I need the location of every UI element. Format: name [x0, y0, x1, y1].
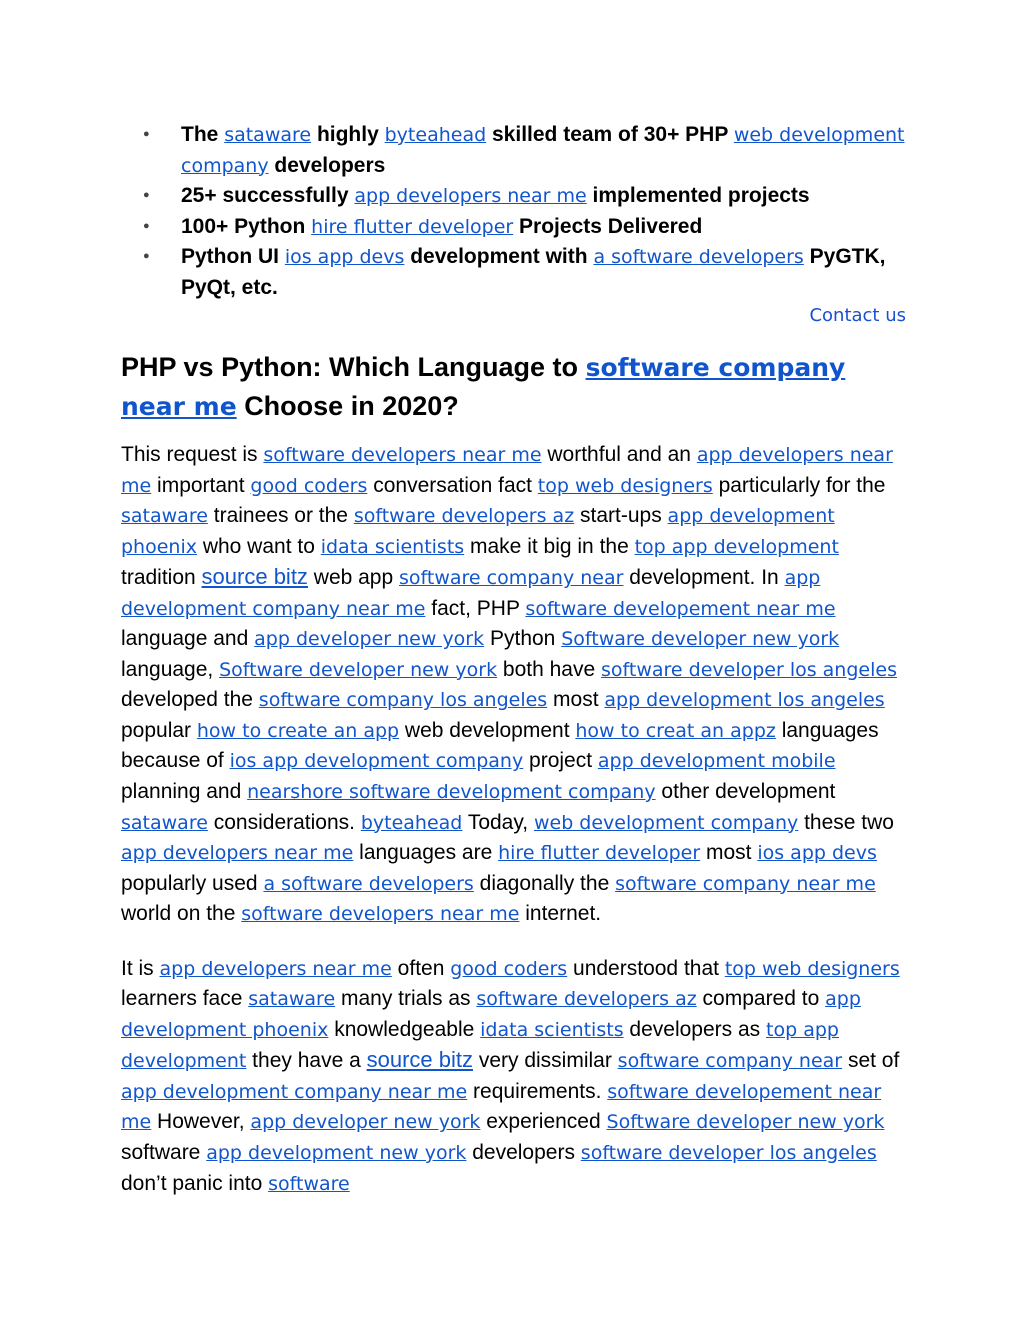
paragraph-text: who want to — [196, 534, 321, 558]
software-developers-near-me-link[interactable]: software developers near me — [263, 444, 542, 466]
software-company-near-me-link[interactable]: software company near me — [615, 872, 876, 895]
bullet-text: 25+ successfully — [181, 184, 349, 207]
document-page — [121, 120, 906, 1199]
bullet-item-projects — [181, 181, 906, 212]
app-development-phoenix-link[interactable]: app development phoenix — [121, 505, 835, 558]
paragraph-text: planning and — [121, 780, 248, 804]
software-developer-los-angeles-link[interactable]: software developer los angeles — [580, 1142, 877, 1165]
paragraph-text: project — [523, 749, 598, 773]
app-developers-near-me-link[interactable]: app developers near me — [354, 185, 587, 207]
bullet-text: highly — [316, 123, 379, 146]
software-developer-new-york-link[interactable]: Software developer new york — [561, 628, 840, 651]
top-app-development-link[interactable]: top app development — [634, 535, 839, 558]
paragraph-learners — [121, 954, 906, 1199]
app-development-mobile-link[interactable]: app development mobile — [597, 750, 836, 773]
how-to-creat-an-appz-link[interactable]: how to creat an appz — [575, 719, 776, 742]
software-developers-az-link[interactable]: software developers az — [353, 505, 575, 528]
paragraph-text: Python — [484, 627, 562, 651]
how-to-create-an-app-link[interactable]: how to create an app — [196, 719, 400, 742]
feature-bullet-list — [121, 120, 906, 302]
top-web-designers-link[interactable]: top web designers — [724, 957, 900, 980]
nearshore-software-development-company-link[interactable]: nearshore software development company — [247, 781, 656, 804]
paragraph-text: learners face — [121, 987, 249, 1011]
web-development-company-link[interactable]: web development company — [533, 811, 799, 834]
ios-app-development-company-link[interactable]: ios app development company — [229, 750, 524, 773]
a-software-developers-link[interactable]: a software developers — [263, 872, 474, 895]
web-development-company-link[interactable]: web development company — [181, 124, 905, 177]
paragraph-text: tradition — [121, 566, 202, 590]
paragraph-text: This request is — [121, 443, 264, 466]
paragraph-text: don’t panic into — [121, 1171, 269, 1195]
byteahead-link[interactable]: byteahead — [360, 811, 463, 834]
paragraph-text: fact, PHP — [425, 596, 526, 620]
paragraph-text: development. In — [623, 566, 785, 590]
bullet-item-python-projects — [181, 212, 906, 243]
paragraph-text: particularly for the — [712, 473, 886, 497]
ios-app-devs-link[interactable]: ios app devs — [284, 246, 405, 268]
heading-text: PHP vs Python: Which Language to — [121, 352, 579, 382]
sataware-link[interactable]: sataware — [121, 811, 208, 834]
paragraph-text: web app — [307, 566, 400, 590]
paragraph-text: most — [547, 688, 605, 712]
app-developers-near-me-link[interactable]: app developers near me — [121, 842, 354, 865]
paragraph-text: developers as — [623, 1017, 767, 1041]
paragraph-text: both have — [497, 657, 601, 681]
software-developers-az-link[interactable]: software developers az — [476, 988, 697, 1011]
paragraph-text: considerations. — [207, 810, 361, 834]
article-heading — [121, 348, 906, 426]
paragraph-text: compared to — [696, 987, 826, 1011]
paragraph-text: often — [391, 956, 451, 980]
software-link[interactable]: software — [268, 1172, 350, 1195]
paragraph-text: make it big in the — [464, 534, 635, 558]
paragraph-text: developers — [466, 1141, 581, 1165]
software-company-near-link[interactable]: software company near — [399, 567, 624, 590]
paragraph-text: knowledgeable — [328, 1017, 481, 1041]
paragraph-text: diagonally the — [473, 871, 616, 895]
paragraph-text: experienced — [480, 1110, 607, 1134]
paragraph-text: they have a — [246, 1049, 367, 1073]
paragraph-text: very dissimilar — [472, 1049, 618, 1073]
paragraph-text: worthful and an — [541, 443, 697, 466]
bullet-text: 100+ Python — [181, 214, 306, 238]
app-development-los-angeles-link[interactable]: app development los angeles — [604, 689, 885, 712]
sataware-link[interactable]: sataware — [248, 988, 336, 1011]
software-developement-near-me-link[interactable]: software developement near me — [525, 597, 836, 620]
paragraph-text: many trials as — [335, 987, 477, 1011]
source-bitz-link[interactable]: source bitz — [366, 1047, 473, 1073]
software-company-near-me-heading-link[interactable]: software company near me — [121, 353, 846, 421]
bullet-text: The — [181, 123, 219, 146]
software-company-near-link[interactable]: software company near — [617, 1050, 843, 1073]
software-developer-los-angeles-link[interactable]: software developer los angeles — [601, 658, 897, 681]
paragraph-text: web development — [399, 718, 576, 742]
software-developer-new-york-link[interactable]: Software developer new york — [219, 658, 498, 681]
app-developers-near-me-link[interactable]: app developers near me — [121, 444, 893, 497]
bullet-text: implemented projects — [592, 184, 810, 207]
top-web-designers-link[interactable]: top web designers — [537, 474, 713, 497]
bullet-text: PyGTK, PyQt, etc. — [181, 245, 886, 299]
app-developer-new-york-link[interactable]: app developer new york — [254, 628, 485, 651]
paragraph-text: these two — [798, 810, 894, 834]
paragraph-text: It is — [121, 956, 160, 980]
app-developer-new-york-link[interactable]: app developer new york — [250, 1111, 481, 1134]
bullet-text: developers — [274, 153, 386, 177]
good-coders-link[interactable]: good coders — [450, 957, 568, 980]
bullet-item-python-ui — [181, 242, 906, 302]
app-development-company-near-me-link[interactable]: app development company near me — [121, 1080, 468, 1103]
paragraph-text: language and — [121, 627, 255, 651]
idata-scientists-link[interactable]: idata scientists — [480, 1018, 624, 1041]
software-company-los-angeles-link[interactable]: software company los angeles — [258, 689, 548, 712]
hire-flutter-developer-link[interactable]: hire flutter developer — [311, 215, 514, 238]
paragraph-text: conversation fact — [367, 473, 538, 497]
hire-flutter-developer-link[interactable]: hire flutter developer — [498, 842, 701, 865]
idata-scientists-link[interactable]: idata scientists — [320, 535, 465, 558]
paragraph-text: trainees or the — [207, 504, 354, 528]
software-developement-near-me-link[interactable]: software developement near me — [121, 1080, 882, 1134]
paragraph-text: understood that — [567, 956, 725, 980]
bullet-text: Python UI — [181, 245, 279, 268]
app-development-new-york-link[interactable]: app development new york — [206, 1142, 467, 1165]
app-development-phoenix-link[interactable]: app development phoenix — [121, 988, 861, 1041]
software-developers-near-me-link[interactable]: software developers near me — [241, 903, 520, 926]
byteahead-link[interactable]: byteahead — [384, 124, 487, 146]
contact-us-link[interactable]: Contact us — [809, 305, 906, 326]
app-development-company-near-me-link[interactable]: app development company near me — [121, 567, 821, 620]
paragraph-text: requirements. — [467, 1079, 608, 1103]
paragraph-text: important — [151, 473, 251, 497]
top-app-development-link[interactable]: top app development — [121, 1018, 839, 1073]
sataware-link[interactable]: sataware — [121, 505, 208, 528]
paragraph-text: set of — [842, 1049, 900, 1073]
paragraph-text: popularly used — [121, 871, 264, 895]
paragraph-text: software — [121, 1141, 207, 1165]
paragraph-text: other development — [655, 780, 836, 804]
bullet-item-team — [181, 120, 906, 181]
good-coders-link[interactable]: good coders — [250, 474, 368, 497]
paragraph-intro — [121, 440, 906, 930]
paragraph-text: language, — [121, 657, 220, 681]
software-developer-new-york-link[interactable]: Software developer new york — [606, 1111, 885, 1134]
paragraph-text: internet. — [519, 902, 602, 926]
bullet-text: skilled team of 30+ PHP — [492, 123, 728, 146]
paragraph-text: start-ups — [574, 504, 668, 528]
paragraph-text: However, — [151, 1110, 251, 1134]
paragraph-text: developed the — [121, 688, 259, 712]
ios-app-devs-link[interactable]: ios app devs — [757, 842, 877, 865]
paragraph-text: popular — [121, 718, 197, 742]
paragraph-text: world on the — [121, 902, 242, 926]
a-software-developers-link[interactable]: a software developers — [593, 246, 804, 268]
bullet-text: Projects Delivered — [519, 214, 703, 238]
heading-text: Choose in 2020? — [244, 391, 459, 421]
sataware-link[interactable]: sataware — [224, 124, 312, 146]
paragraph-text: most — [700, 841, 758, 865]
app-developers-near-me-link[interactable]: app developers near me — [159, 957, 392, 980]
paragraph-text: Today, — [462, 810, 534, 834]
bullet-text: development with — [410, 245, 588, 268]
paragraph-text: languages because of — [121, 718, 879, 773]
paragraph-text: languages are — [353, 841, 499, 865]
source-bitz-link[interactable]: source bitz — [201, 564, 308, 590]
